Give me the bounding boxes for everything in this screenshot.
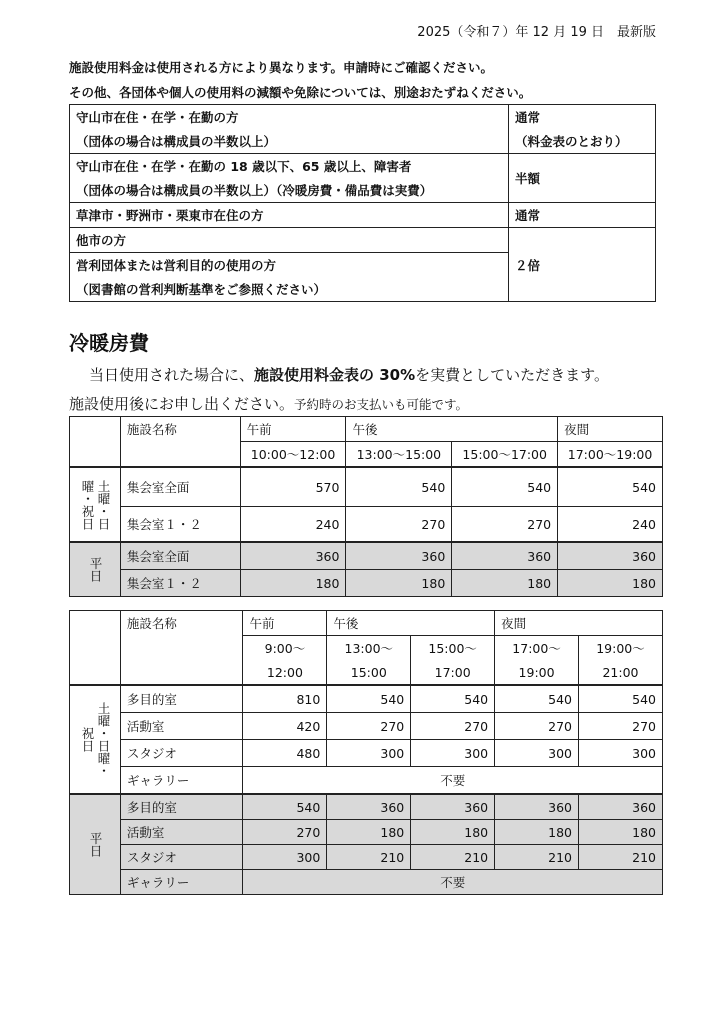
fee-cell: 守山市在住・在学・在勤の 18 歳以下、65 歳以上、障害者 (70, 154, 509, 179)
fee-value: 210 (327, 845, 411, 870)
fee-value: 480 (243, 740, 327, 767)
fee-value: 300 (327, 740, 411, 767)
header-pm: 午後 (346, 417, 558, 442)
fee-value: 360 (411, 794, 495, 820)
fee-cell: （団体の場合は構成員の半数以上）（冷暖房費・備品費は実費） (70, 178, 509, 203)
header-am: 午前 (240, 417, 346, 442)
note-line-2: その他、各団体や個人の使用料の減額や免除については、別途おたずねください。 (69, 85, 532, 100)
weekend-label-a: 土曜・日 (95, 479, 111, 530)
fee-value: 810 (243, 685, 327, 713)
fee-value: 240 (240, 507, 346, 543)
note-line-1: 施設使用料金は使用される方により異なります。申請時にご確認ください。 (69, 60, 494, 75)
fee-value: 180 (579, 820, 663, 845)
time-slot-start: 15:00〜 (411, 636, 495, 661)
activity-room-table (69, 610, 663, 895)
fee-cell: （団体の場合は構成員の半数以上） (70, 129, 509, 154)
header-night: 夜間 (558, 417, 663, 442)
weekend-label-b: 曜・祝日 (79, 479, 95, 530)
section-line-2-main: 施設使用後にお申し出ください。 (69, 395, 295, 413)
not-needed: 不要 (243, 767, 663, 795)
weekday-label (70, 794, 121, 895)
fee-value: 180 (327, 820, 411, 845)
fee-value: 540 (495, 685, 579, 713)
facility-name: 集会室１・２ (120, 570, 240, 597)
fee-value: 540 (243, 794, 327, 820)
fee-value: 540 (579, 685, 663, 713)
facility-name: ギャラリー (120, 870, 243, 895)
time-slot: 10:00〜12:00 (240, 442, 346, 468)
fee-value: 300 (495, 740, 579, 767)
fee-value: 210 (411, 845, 495, 870)
fee-value: 300 (411, 740, 495, 767)
time-slot-start: 17:00〜 (495, 636, 579, 661)
header-facility-name: 施設名称 (120, 611, 243, 686)
header-night: 夜間 (495, 611, 663, 636)
fee-value: 270 (452, 507, 558, 543)
fee-cell: 他市の方 (70, 228, 509, 253)
fee-value: 180 (495, 820, 579, 845)
time-slot-end: 12:00 (243, 660, 327, 685)
time-slot-end: 19:00 (495, 660, 579, 685)
section-line-1 (89, 364, 609, 385)
facility-name: 集会室全面 (120, 542, 240, 570)
fee-rate-cell: 通常 (509, 203, 656, 228)
fee-value: 180 (346, 570, 452, 597)
facility-name: 多目的室 (120, 685, 243, 713)
facility-name: 多目的室 (120, 794, 243, 820)
fee-cell: 草津市・野洲市・栗東市在住の方 (70, 203, 509, 228)
section-line-2-small: 予約時のお支払いも可能です。 (294, 397, 469, 412)
fee-rate-cell: ２倍 (509, 228, 656, 302)
corner-cell (70, 417, 121, 468)
not-needed: 不要 (243, 870, 663, 895)
fee-value: 360 (240, 542, 346, 570)
fee-value: 360 (327, 794, 411, 820)
fee-value: 210 (495, 845, 579, 870)
time-slot-end: 17:00 (411, 660, 495, 685)
weekend-label (70, 467, 121, 542)
section-line-1-bold: 施設使用料金表の 30% (254, 366, 416, 384)
weekday-label-text: 平日 (87, 832, 103, 857)
fee-value: 420 (243, 713, 327, 740)
weekday-label (70, 542, 121, 597)
weekday-label-text: 平日 (87, 557, 103, 582)
header-facility-name: 施設名称 (120, 417, 240, 468)
fee-value: 540 (346, 467, 452, 507)
fee-value: 180 (240, 570, 346, 597)
fee-value: 300 (579, 740, 663, 767)
fee-value: 180 (558, 570, 663, 597)
facility-name: 集会室１・２ (120, 507, 240, 543)
header-pm: 午後 (327, 611, 495, 636)
weekend-label-a: 土曜・日曜・ (95, 702, 111, 777)
fee-value: 540 (452, 467, 558, 507)
time-slot: 13:00〜15:00 (346, 442, 452, 468)
fee-value: 360 (346, 542, 452, 570)
header-am: 午前 (243, 611, 327, 636)
fee-value: 270 (579, 713, 663, 740)
fee-value: 360 (579, 794, 663, 820)
section-title: 冷暖房費 (69, 331, 149, 355)
fee-cell: 守山市在住・在学・在勤の方 (70, 105, 509, 130)
fee-value: 360 (558, 542, 663, 570)
facility-name: スタジオ (120, 740, 243, 767)
fee-rate-cell: 通常 (509, 105, 656, 130)
weekend-label (70, 685, 121, 794)
fee-value: 180 (452, 570, 558, 597)
time-slot-start: 19:00〜 (579, 636, 663, 661)
fee-value: 570 (240, 467, 346, 507)
fee-value: 270 (243, 820, 327, 845)
date-line: 2025（令和７）年 12 月 19 日 最新版 (417, 25, 656, 40)
fee-value: 270 (495, 713, 579, 740)
fee-value: 360 (495, 794, 579, 820)
meeting-room-table (69, 416, 663, 597)
fee-value: 270 (411, 713, 495, 740)
section-line-1-post: を実費としていただきます。 (415, 366, 609, 384)
fee-cell: （図書館の営利判断基準をご参照ください） (70, 277, 509, 302)
corner-cell (70, 611, 121, 686)
facility-name: 活動室 (120, 820, 243, 845)
section-line-1-pre: 当日使用された場合に、 (89, 366, 255, 384)
time-slot-start: 13:00〜 (327, 636, 411, 661)
facility-name: ギャラリー (120, 767, 243, 795)
time-slot: 15:00〜17:00 (452, 442, 558, 468)
time-slot-start: 9:00〜 (243, 636, 327, 661)
fee-value: 210 (579, 845, 663, 870)
fee-value: 300 (243, 845, 327, 870)
fee-category-table (69, 104, 656, 302)
fee-value: 540 (327, 685, 411, 713)
facility-name: 集会室全面 (120, 467, 240, 507)
fee-value: 180 (411, 820, 495, 845)
time-slot: 17:00〜19:00 (558, 442, 663, 468)
time-slot-end: 21:00 (579, 660, 663, 685)
weekend-label-b: 祝日 (79, 727, 95, 752)
fee-value: 240 (558, 507, 663, 543)
facility-name: スタジオ (120, 845, 243, 870)
fee-value: 540 (558, 467, 663, 507)
fee-value: 270 (327, 713, 411, 740)
fee-value: 540 (411, 685, 495, 713)
fee-rate-cell: 半額 (509, 154, 656, 203)
fee-value: 270 (346, 507, 452, 543)
facility-name: 活動室 (120, 713, 243, 740)
section-line-2 (69, 393, 468, 414)
time-slot-end: 15:00 (327, 660, 411, 685)
fee-cell: 営利団体または営利目的の使用の方 (70, 253, 509, 278)
fee-value: 360 (452, 542, 558, 570)
fee-rate-cell: （料金表のとおり） (509, 129, 656, 154)
